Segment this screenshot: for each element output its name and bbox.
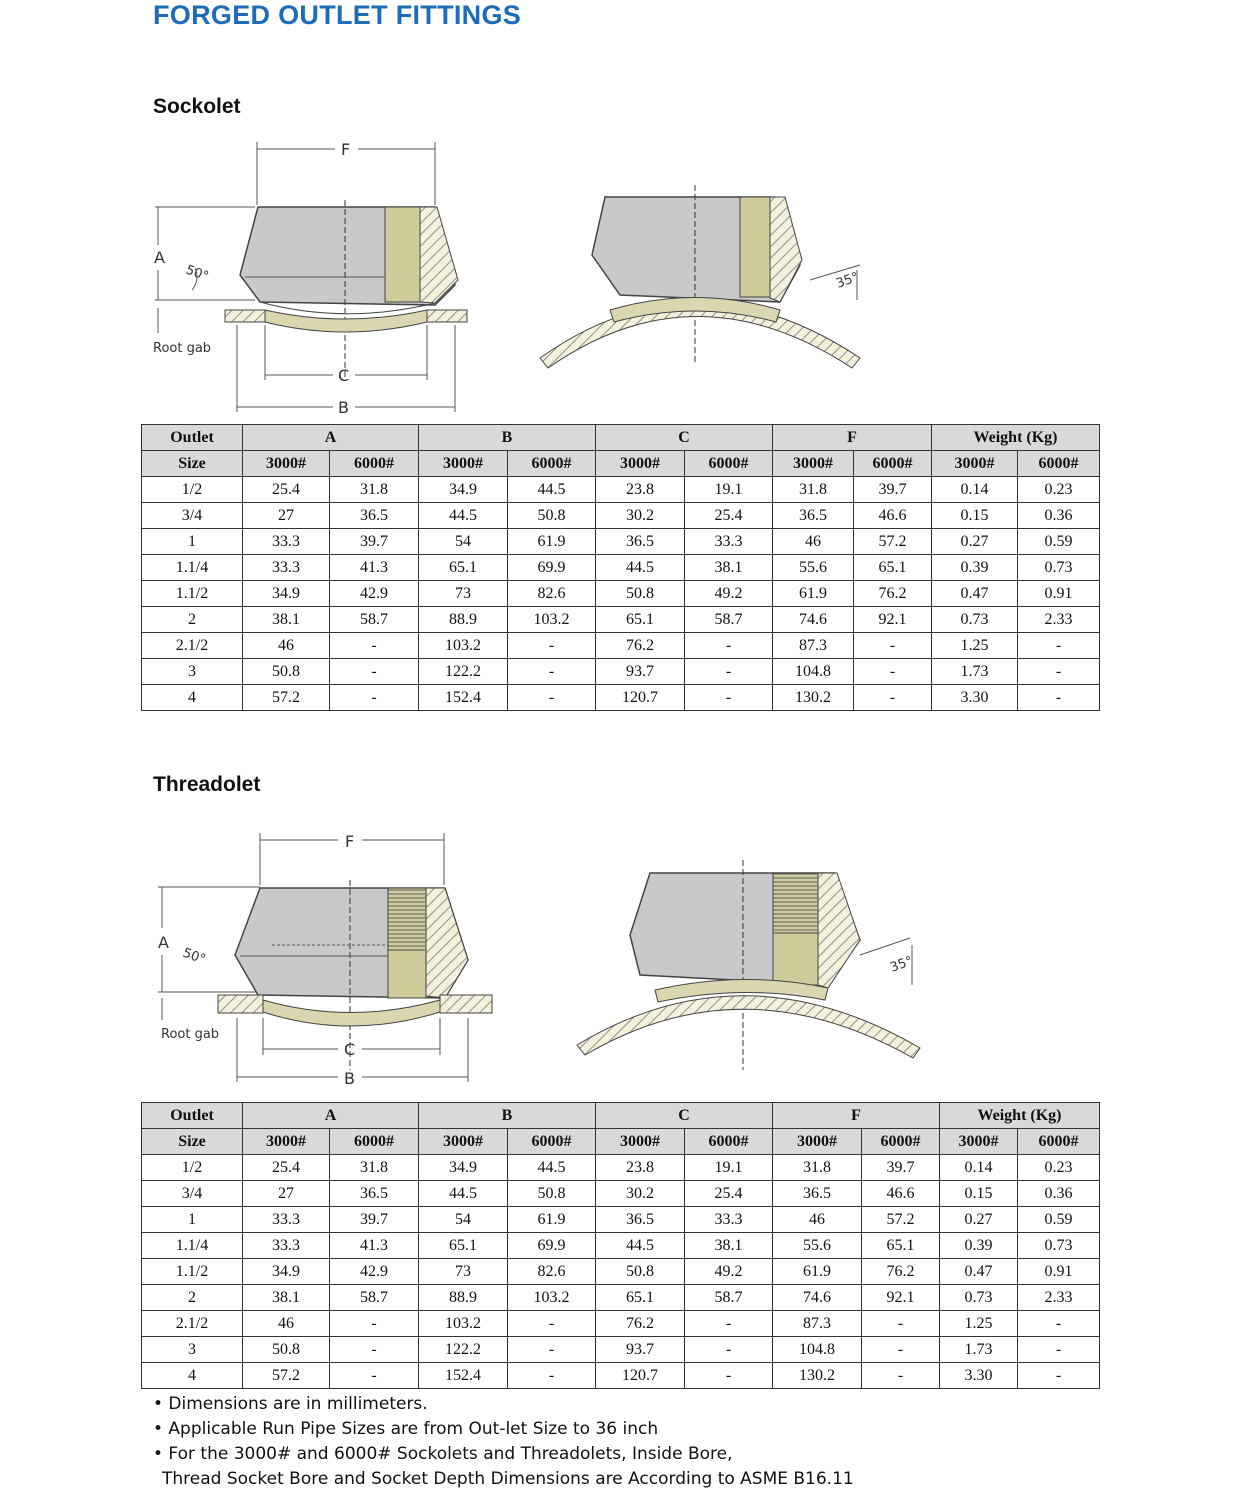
value-cell: 36.5 [330, 1181, 419, 1207]
size-cell: 2.1/2 [142, 633, 243, 659]
note-item: Thread Socket Bore and Socket Depth Dimensions are According to ASME B16.11 [162, 1469, 854, 1489]
value-cell: 65.1 [596, 1285, 685, 1311]
table-row [142, 1207, 1100, 1233]
value-cell: 25.4 [243, 1155, 330, 1181]
table-row [142, 1363, 1100, 1389]
value-cell: - [685, 1363, 773, 1389]
value-cell: 46 [773, 1207, 862, 1233]
value-cell: 82.6 [508, 581, 596, 607]
value-cell: 152.4 [419, 1363, 508, 1389]
label-b: B [344, 1069, 355, 1088]
sockolet-heading: Sockolet [153, 95, 241, 118]
value-cell: - [1018, 659, 1100, 685]
value-cell: 82.6 [508, 1259, 596, 1285]
header-c: C [596, 425, 773, 451]
run-pipe-left [153, 308, 467, 356]
rating-3000: 3000# [932, 451, 1018, 477]
value-cell: 61.9 [508, 529, 596, 555]
value-cell: 76.2 [854, 581, 932, 607]
value-cell: 87.3 [773, 633, 854, 659]
value-cell: 88.9 [419, 1285, 508, 1311]
value-cell: 104.8 [773, 1337, 862, 1363]
value-cell: 39.7 [330, 529, 419, 555]
value-cell: 122.2 [419, 1337, 508, 1363]
value-cell: - [1018, 1311, 1100, 1337]
threadolet-table-body [142, 1155, 1100, 1389]
value-cell: 38.1 [685, 555, 773, 581]
table-row [142, 607, 1100, 633]
value-cell: - [854, 633, 932, 659]
value-cell: 55.6 [773, 555, 854, 581]
label-angle-50: 50° [183, 262, 211, 285]
value-cell: 46 [773, 529, 854, 555]
value-cell: 50.8 [508, 503, 596, 529]
value-cell: 93.7 [596, 1337, 685, 1363]
dimension-c-b [237, 325, 455, 417]
value-cell: - [508, 1337, 596, 1363]
value-cell: - [854, 659, 932, 685]
dimension-f [257, 140, 435, 205]
size-cell: 2.1/2 [142, 1311, 243, 1337]
value-cell: 39.7 [854, 477, 932, 503]
value-cell: - [1018, 1363, 1100, 1389]
label-angle-35: 35° [888, 953, 916, 976]
value-cell: 0.39 [932, 555, 1018, 581]
value-cell: 92.1 [862, 1285, 940, 1311]
value-cell: 50.8 [596, 581, 685, 607]
table-row [142, 685, 1100, 711]
value-cell: 65.1 [419, 555, 508, 581]
value-cell: 61.9 [508, 1207, 596, 1233]
value-cell: - [685, 685, 773, 711]
value-cell: 39.7 [862, 1155, 940, 1181]
note-item: • Dimensions are in millimeters. [153, 1394, 428, 1414]
note-item: • Applicable Run Pipe Sizes are from Out-let Size to 36 inch [153, 1419, 659, 1439]
size-cell: 2 [142, 1285, 243, 1311]
rating-6000: 6000# [508, 451, 596, 477]
value-cell: 27 [243, 1181, 330, 1207]
value-cell: - [1018, 685, 1100, 711]
value-cell: - [508, 1311, 596, 1337]
value-cell: 0.36 [1018, 503, 1100, 529]
label-root-gap: Root gab [153, 341, 212, 356]
value-cell: 0.15 [940, 1181, 1018, 1207]
value-cell: 2.33 [1018, 1285, 1100, 1311]
rating-6000: 6000# [685, 1129, 773, 1155]
rating-3000: 3000# [596, 451, 685, 477]
value-cell: 46 [243, 1311, 330, 1337]
value-cell: 65.1 [854, 555, 932, 581]
value-cell: 0.47 [940, 1259, 1018, 1285]
sockolet-body-right [540, 185, 861, 368]
value-cell: 0.59 [1018, 1207, 1100, 1233]
threadolet-diagram [140, 820, 940, 1100]
value-cell: 0.27 [940, 1207, 1018, 1233]
value-cell: 50.8 [596, 1259, 685, 1285]
table-row [142, 1311, 1100, 1337]
value-cell: 73 [419, 1259, 508, 1285]
header-a: A [243, 425, 419, 451]
sockolet-diagram [140, 130, 900, 425]
notes [153, 1392, 854, 1492]
label-root-gap: Root gab [161, 1027, 220, 1042]
value-cell: - [508, 685, 596, 711]
value-cell: 103.2 [419, 633, 508, 659]
value-cell: 33.3 [243, 1233, 330, 1259]
value-cell: 49.2 [685, 1259, 773, 1285]
value-cell: 0.47 [932, 581, 1018, 607]
sockolet-table [141, 424, 1100, 711]
rating-6000: 6000# [854, 451, 932, 477]
value-cell: 74.6 [773, 1285, 862, 1311]
rating-3000: 3000# [773, 451, 854, 477]
label-angle-35: 35° [834, 269, 862, 292]
value-cell: 0.73 [1018, 1233, 1100, 1259]
value-cell: 103.2 [508, 607, 596, 633]
value-cell: 0.39 [940, 1233, 1018, 1259]
rating-3000: 3000# [596, 1129, 685, 1155]
value-cell: 31.8 [330, 477, 419, 503]
header-weight: Weight (Kg) [940, 1103, 1100, 1129]
rating-3000: 3000# [243, 1129, 330, 1155]
rating-6000: 6000# [1018, 451, 1100, 477]
value-cell: 103.2 [508, 1285, 596, 1311]
table-row [142, 659, 1100, 685]
size-cell: 2 [142, 607, 243, 633]
table-row [142, 529, 1100, 555]
label-a: A [158, 933, 169, 952]
value-cell: - [330, 1337, 419, 1363]
size-cell: 3 [142, 659, 243, 685]
label-c: C [344, 1040, 356, 1059]
value-cell: 88.9 [419, 607, 508, 633]
value-cell: 19.1 [685, 477, 773, 503]
dimension-a [154, 207, 255, 300]
value-cell: 87.3 [773, 1311, 862, 1337]
value-cell: - [685, 633, 773, 659]
threadolet-body-right [577, 860, 920, 1070]
rating-6000: 6000# [330, 451, 419, 477]
value-cell: - [685, 1311, 773, 1337]
size-cell: 1.1/4 [142, 1233, 243, 1259]
sockolet-table-body [142, 477, 1100, 711]
rating-3000: 3000# [940, 1129, 1018, 1155]
value-cell: 44.5 [419, 1181, 508, 1207]
value-cell: 41.3 [330, 555, 419, 581]
value-cell: 50.8 [243, 1337, 330, 1363]
size-cell: 3 [142, 1337, 243, 1363]
value-cell: 23.8 [596, 1155, 685, 1181]
value-cell: 41.3 [330, 1233, 419, 1259]
size-cell: 1.1/2 [142, 581, 243, 607]
rating-3000: 3000# [419, 451, 508, 477]
value-cell: 30.2 [596, 503, 685, 529]
value-cell: 46.6 [862, 1181, 940, 1207]
value-cell: 25.4 [685, 1181, 773, 1207]
value-cell: 3.30 [932, 685, 1018, 711]
value-cell: 0.73 [940, 1285, 1018, 1311]
value-cell: 122.2 [419, 659, 508, 685]
value-cell: 57.2 [243, 1363, 330, 1389]
value-cell: 57.2 [862, 1207, 940, 1233]
value-cell: 152.4 [419, 685, 508, 711]
header-row-groups [142, 425, 1100, 451]
value-cell: 76.2 [596, 1311, 685, 1337]
value-cell: 1.73 [932, 659, 1018, 685]
value-cell: 120.7 [596, 1363, 685, 1389]
sockolet-body-left [240, 200, 458, 380]
value-cell: - [330, 1363, 419, 1389]
value-cell: 57.2 [243, 685, 330, 711]
table-row [142, 633, 1100, 659]
value-cell: 0.91 [1018, 581, 1100, 607]
table-row [142, 1155, 1100, 1181]
run-pipe-left [161, 995, 492, 1042]
value-cell: 27 [243, 503, 330, 529]
value-cell: 31.8 [773, 1155, 862, 1181]
header-f: F [773, 1103, 940, 1129]
header-b: B [419, 425, 596, 451]
label-angle-50: 50° [180, 945, 208, 968]
header-outlet: Outlet [142, 1103, 243, 1129]
value-cell: 58.7 [330, 1285, 419, 1311]
value-cell: 38.1 [243, 607, 330, 633]
value-cell: 33.3 [685, 529, 773, 555]
table-row [142, 581, 1100, 607]
value-cell: 2.33 [1018, 607, 1100, 633]
label-c: C [338, 366, 350, 385]
label-b: B [338, 398, 349, 417]
value-cell: 38.1 [685, 1233, 773, 1259]
value-cell: 42.9 [330, 581, 419, 607]
value-cell: 34.9 [243, 1259, 330, 1285]
value-cell: - [862, 1311, 940, 1337]
value-cell: - [685, 659, 773, 685]
value-cell: 19.1 [685, 1155, 773, 1181]
table-row [142, 555, 1100, 581]
value-cell: 34.9 [419, 1155, 508, 1181]
value-cell: - [330, 659, 419, 685]
header-f: F [773, 425, 932, 451]
dimension-f [260, 832, 444, 885]
value-cell: 74.6 [773, 607, 854, 633]
value-cell: 23.8 [596, 477, 685, 503]
value-cell: 58.7 [685, 1285, 773, 1311]
value-cell: - [330, 633, 419, 659]
value-cell: 44.5 [508, 477, 596, 503]
page-title: FORGED OUTLET FITTINGS [153, 0, 522, 30]
size-cell: 1/2 [142, 1155, 243, 1181]
value-cell: 65.1 [862, 1233, 940, 1259]
value-cell: - [1018, 633, 1100, 659]
label-a: A [154, 248, 165, 267]
value-cell: 36.5 [596, 1207, 685, 1233]
value-cell: 30.2 [596, 1181, 685, 1207]
threadolet-table [141, 1102, 1100, 1389]
value-cell: - [508, 659, 596, 685]
rating-3000: 3000# [419, 1129, 508, 1155]
table-row [142, 477, 1100, 503]
value-cell: 0.73 [1018, 555, 1100, 581]
size-cell: 1/2 [142, 477, 243, 503]
header-b: B [419, 1103, 596, 1129]
value-cell: 130.2 [773, 685, 854, 711]
value-cell: 36.5 [330, 503, 419, 529]
size-cell: 1 [142, 529, 243, 555]
header-row-groups [142, 1103, 1100, 1129]
value-cell: 1.25 [932, 633, 1018, 659]
label-f: F [345, 832, 355, 851]
value-cell: - [508, 1363, 596, 1389]
value-cell: 73 [419, 581, 508, 607]
header-a: A [243, 1103, 419, 1129]
value-cell: 33.3 [243, 555, 330, 581]
header-row-ratings [142, 451, 1100, 477]
value-cell: - [330, 1311, 419, 1337]
value-cell: 42.9 [330, 1259, 419, 1285]
value-cell: 103.2 [419, 1311, 508, 1337]
size-cell: 3/4 [142, 503, 243, 529]
header-c: C [596, 1103, 773, 1129]
value-cell: 58.7 [685, 607, 773, 633]
label-f: F [341, 140, 351, 159]
value-cell: 34.9 [419, 477, 508, 503]
value-cell: 65.1 [596, 607, 685, 633]
value-cell: 0.59 [1018, 529, 1100, 555]
value-cell: 3.30 [940, 1363, 1018, 1389]
value-cell: 0.23 [1018, 477, 1100, 503]
value-cell: 1.73 [940, 1337, 1018, 1363]
value-cell: 44.5 [419, 503, 508, 529]
table-row [142, 1233, 1100, 1259]
value-cell: 130.2 [773, 1363, 862, 1389]
value-cell: 65.1 [419, 1233, 508, 1259]
size-cell: 4 [142, 685, 243, 711]
rating-6000: 6000# [508, 1129, 596, 1155]
dimension-c-b [237, 1018, 468, 1088]
value-cell: 0.14 [932, 477, 1018, 503]
value-cell: 1.25 [940, 1311, 1018, 1337]
value-cell: 69.9 [508, 1233, 596, 1259]
header-size: Size [142, 451, 243, 477]
value-cell: 33.3 [243, 1207, 330, 1233]
value-cell: 0.15 [932, 503, 1018, 529]
rating-6000: 6000# [1018, 1129, 1100, 1155]
value-cell: 58.7 [330, 607, 419, 633]
value-cell: 34.9 [243, 581, 330, 607]
header-size: Size [142, 1129, 243, 1155]
value-cell: 31.8 [773, 477, 854, 503]
value-cell: 50.8 [243, 659, 330, 685]
value-cell: 46 [243, 633, 330, 659]
table-row [142, 1337, 1100, 1363]
header-outlet: Outlet [142, 425, 243, 451]
value-cell: 54 [419, 1207, 508, 1233]
header-row-ratings [142, 1129, 1100, 1155]
table-row [142, 1259, 1100, 1285]
note-item: • For the 3000# and 6000# Sockolets and Threadolets, Inside Bore, [153, 1444, 733, 1464]
value-cell: 61.9 [773, 1259, 862, 1285]
threadolet-heading: Threadolet [153, 773, 261, 796]
value-cell: 54 [419, 529, 508, 555]
value-cell: - [1018, 1337, 1100, 1363]
value-cell: 49.2 [685, 581, 773, 607]
rating-6000: 6000# [685, 451, 773, 477]
value-cell: 0.36 [1018, 1181, 1100, 1207]
value-cell: 44.5 [596, 555, 685, 581]
value-cell: 92.1 [854, 607, 932, 633]
size-cell: 1 [142, 1207, 243, 1233]
value-cell: 120.7 [596, 685, 685, 711]
value-cell: 44.5 [596, 1233, 685, 1259]
value-cell: 39.7 [330, 1207, 419, 1233]
value-cell: 36.5 [596, 529, 685, 555]
rating-3000: 3000# [773, 1129, 862, 1155]
size-cell: 1.1/4 [142, 555, 243, 581]
value-cell: 25.4 [243, 477, 330, 503]
rating-3000: 3000# [243, 451, 330, 477]
value-cell: 46.6 [854, 503, 932, 529]
size-cell: 1.1/2 [142, 1259, 243, 1285]
value-cell: 31.8 [330, 1155, 419, 1181]
value-cell: 0.91 [1018, 1259, 1100, 1285]
value-cell: 38.1 [243, 1285, 330, 1311]
table-row [142, 503, 1100, 529]
size-cell: 3/4 [142, 1181, 243, 1207]
value-cell: 0.23 [1018, 1155, 1100, 1181]
value-cell: 36.5 [773, 503, 854, 529]
value-cell: 76.2 [596, 633, 685, 659]
rating-6000: 6000# [330, 1129, 419, 1155]
value-cell: 57.2 [854, 529, 932, 555]
table-row [142, 1285, 1100, 1311]
size-cell: 4 [142, 1363, 243, 1389]
table-row [142, 1181, 1100, 1207]
value-cell: 0.27 [932, 529, 1018, 555]
value-cell: 44.5 [508, 1155, 596, 1181]
value-cell: - [508, 633, 596, 659]
rating-6000: 6000# [862, 1129, 940, 1155]
value-cell: 0.73 [932, 607, 1018, 633]
value-cell: 0.14 [940, 1155, 1018, 1181]
value-cell: 50.8 [508, 1181, 596, 1207]
value-cell: 61.9 [773, 581, 854, 607]
value-cell: - [862, 1363, 940, 1389]
value-cell: 36.5 [773, 1181, 862, 1207]
value-cell: - [330, 685, 419, 711]
header-weight: Weight (Kg) [932, 425, 1100, 451]
value-cell: - [854, 685, 932, 711]
value-cell: 55.6 [773, 1233, 862, 1259]
value-cell: - [685, 1337, 773, 1363]
value-cell: - [862, 1337, 940, 1363]
value-cell: 69.9 [508, 555, 596, 581]
value-cell: 33.3 [685, 1207, 773, 1233]
value-cell: 33.3 [243, 529, 330, 555]
value-cell: 93.7 [596, 659, 685, 685]
value-cell: 25.4 [685, 503, 773, 529]
value-cell: 76.2 [862, 1259, 940, 1285]
value-cell: 104.8 [773, 659, 854, 685]
